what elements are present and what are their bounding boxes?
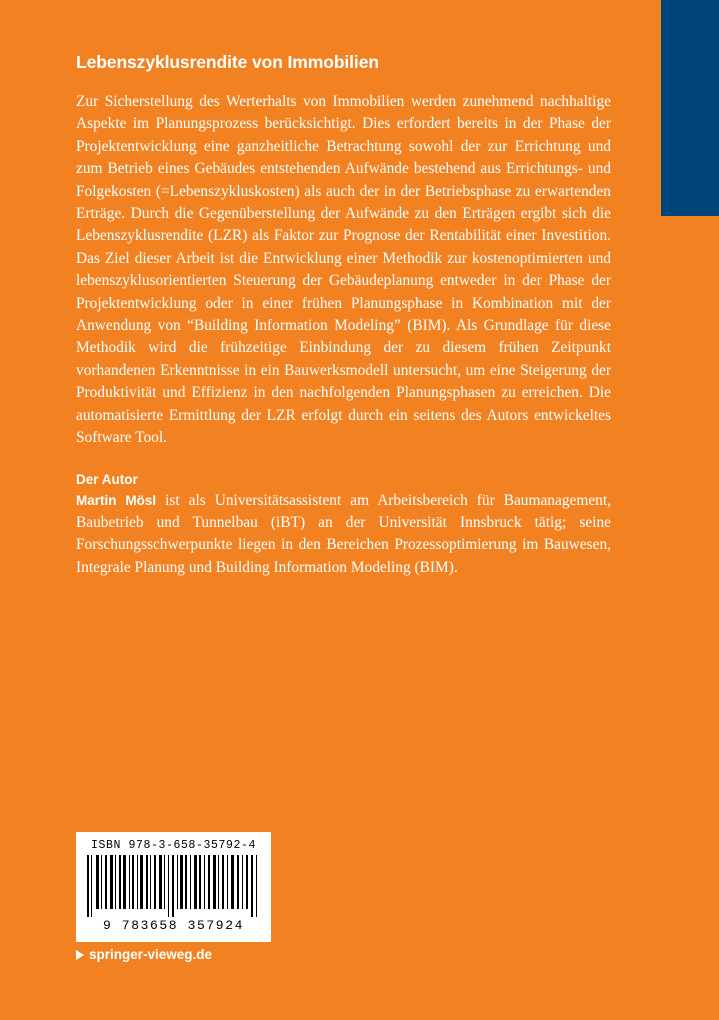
back-cover-text-block xyxy=(76,52,611,579)
barcode-block xyxy=(76,832,271,942)
author-heading: Der Autor xyxy=(76,471,138,487)
author-bio-paragraph xyxy=(76,490,611,580)
page-title: Lebenszyklusrendite von Immobilien xyxy=(76,52,379,72)
author-name: Martin Mösl xyxy=(76,492,157,508)
decorative-blue-block xyxy=(661,0,719,216)
publisher-website-label: springer-vieweg.de xyxy=(89,947,213,962)
isbn-text: ISBN 978-3-658-35792-4 xyxy=(90,839,257,852)
publisher-website[interactable] xyxy=(76,947,212,962)
triangle-right-icon xyxy=(76,950,84,960)
barcode-bars-icon xyxy=(85,855,262,917)
ean-digits: 9 783658 357924 xyxy=(102,918,245,933)
author-bio-text: ist als Universitätsassistent am Arbeitsbereich für Baumanagement, Baubetrieb und Tunnelbau (iBT) an der Universität Innsbruck tätig; seine Forschungsschwerpunkte liegen in den Bereichen Prozessoptimierung im Bauwesen, Integrale Planung und Building Information Modeling (BIM). xyxy=(76,491,611,576)
book-description: Zur Sicherstellung des Werterhalts von Immobilien werden zunehmend nachhaltige Aspekte im Planungsprozess berücksichtigt. Dies erfordert bereits in der Phase der Projektentwicklung eine ganzheitliche Betrachtung sowohl der zur Errichtung und zum Betrieb eines Gebäudes entstehenden Aufwände bestehend aus Errichtungs- und Folgekosten (=Lebenszykluskosten) als auch der in der Betriebsphase zu erwartenden Erträge. Durch die Gegenüberstellung der Aufwände zu den Erträgen ergibt sich die Lebenszyklusrendite (LZR) als Faktor zur Prognose der Rentabilität einer Investition. Das Ziel dieser Arbeit ist die Entwicklung einer Methodik zur kostenoptimierten und lebenszyklusorientierten Steuerung der Gebäudeplanung entweder in der Phase der Projektentwicklung oder in einer frühen Planungsphase in Kombination mit der Anwendung von “Building Information Modeling” (BIM). Als Grundlage für diese Methodik wird die frühzeitige Einbindung der zu diesem frühen Zeitpunkt vorhandenen Erkenntnisse in ein Bauwerksmodell untersucht, um eine Steigerung der Produktivität und Effizienz in den nachfolgenden Planungsphasen zu erreichen. Die automatisierte Ermittlung der LZR erfolgt durch ein seitens des Autors entwickeltes Software Tool. xyxy=(76,93,611,447)
